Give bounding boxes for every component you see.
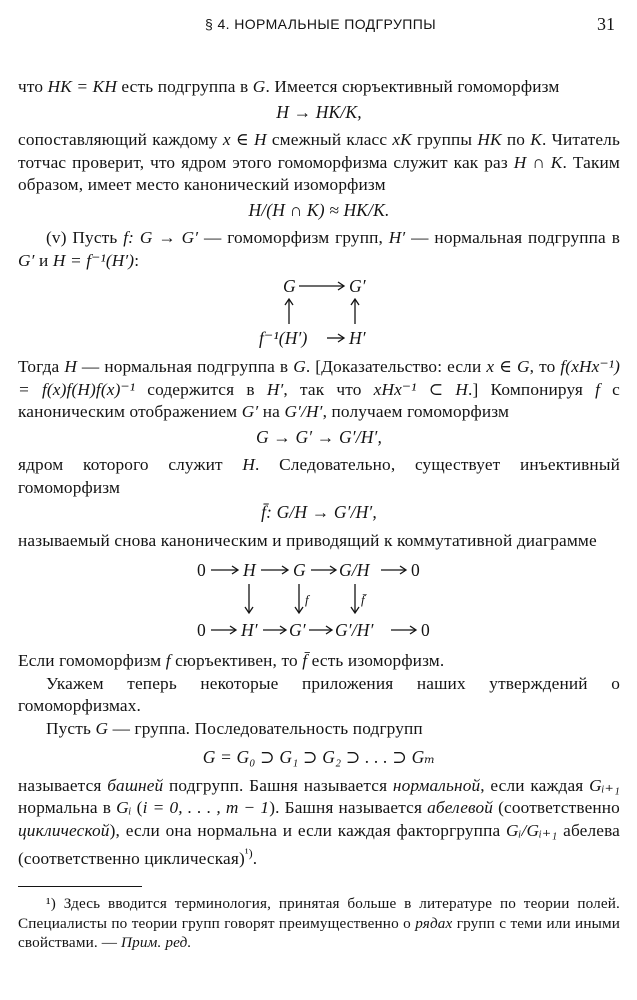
paragraph-kernel: сопоставляющий каждому x ∈ H смежный класс xK группы HK по K. Читатель тотчас проверит, что ядром этого гомоморфизма служит как раз H ∩ K. Таким образом, имеет место канонический изоморфизм <box>18 130 620 194</box>
paragraph-sequence: Пусть G — группа. Последовательность подгрупп <box>46 718 423 738</box>
formula-isomorphism: H/(H ∩ K) ≈ HK/K. <box>248 199 390 220</box>
page-header <box>0 14 637 38</box>
footnote-marker[interactable]: ¹) <box>244 846 253 860</box>
bottom-zero-left: 0 <box>197 620 206 640</box>
footnote: ¹) Здесь вводится терминология, принятая больше в литературе по теории полей. Специалисты по теории групп говорят преимущественно о рядах групп с теми или иными свойствами. — Прим. ред. <box>18 895 621 952</box>
bottom-node-h-prime: H′ <box>241 620 258 640</box>
page-number: 31 <box>597 14 615 34</box>
top-zero-right: 0 <box>411 560 420 580</box>
top-node-g-over-h: G/H <box>339 560 370 580</box>
bottom-zero-right: 0 <box>421 620 430 640</box>
paragraph-applications: Укажем теперь некоторые приложения наших утверждений о гомоморфизмах. <box>18 673 620 715</box>
commutative-diagram <box>189 556 449 644</box>
running-head: § 4. НОРМАЛЬНЫЕ ПОДГРУППЫ <box>205 16 436 32</box>
diagram-node-h-prime: H′ <box>349 328 366 348</box>
top-node-h: H <box>243 560 256 580</box>
preimage-diagram <box>239 272 399 352</box>
top-node-g: G <box>293 560 306 580</box>
paragraph-item-v: (v) Пусть f: G → G′ — гомоморфизм групп, H′ — нормальная подгруппа в G′ и H = f⁻¹(H′): <box>18 228 621 270</box>
bottom-node-g-prime: G′ <box>289 620 306 640</box>
top-zero-left: 0 <box>197 560 206 580</box>
formula-h-to-hk-over-k: H → HK/K, <box>276 101 362 122</box>
page-body <box>18 76 620 953</box>
formula-composition: G → G′ → G′/H′, <box>255 426 383 447</box>
diagram-node-preimage: f⁻¹(H′) <box>259 328 308 348</box>
footnote-divider <box>18 886 142 887</box>
diagram-node-g-prime: G′ <box>349 276 366 296</box>
bottom-node-gprime-over-hprime: G′/H′ <box>335 620 374 640</box>
formula-tower: G = G₀ ⊃ G₁ ⊃ G₂ ⊃ . . . ⊃ Gₘ <box>202 747 436 767</box>
label-fbar: f̄ <box>361 592 365 607</box>
label-f: f <box>305 592 309 607</box>
paragraph-injective: ядром которого служит H. Следовательно, существует инъективный гомоморфизм <box>18 455 620 497</box>
paragraph-tower-definition: называется башней подгрупп. Башня называется нормальной, если каждая Gᵢ₊₁ нормальна в Gᵢ (i = 0, . . . , m − 1). Башня называется абелевой (соответственно циклической), если она нормальна и если каждая факторгруппа Gᵢ/Gᵢ₊₁ абелева (соответственно циклическая)$^{^1)}$. <box>18 775 621 868</box>
diagram-node-g: G <box>283 276 296 296</box>
paragraph-normality-proof: Тогда H — нормальная подгруппа в G. [Доказательство: если x ∈ G, то f(xHx⁻¹) = f(x)f(H)f(x)⁻¹ содержится в H′, так что xHx⁻¹ ⊂ H.] Компонируя f с каноническим отображением G′ на G′/H′, получаем гомоморфизм <box>18 357 620 421</box>
paragraph-commutative: называемый снова каноническим и приводящий к коммутативной диаграмме <box>18 530 597 550</box>
paragraph-surjective: Если гомоморфизм f сюръективен, то f̄ есть изоморфизм. <box>18 651 445 670</box>
formula-fbar: f̄: G/H → G′/H′, <box>261 502 377 522</box>
paragraph-hk-subgroup: что HK = KH есть подгруппа в G. Имеется сюръективный гомоморфизм <box>18 77 560 96</box>
